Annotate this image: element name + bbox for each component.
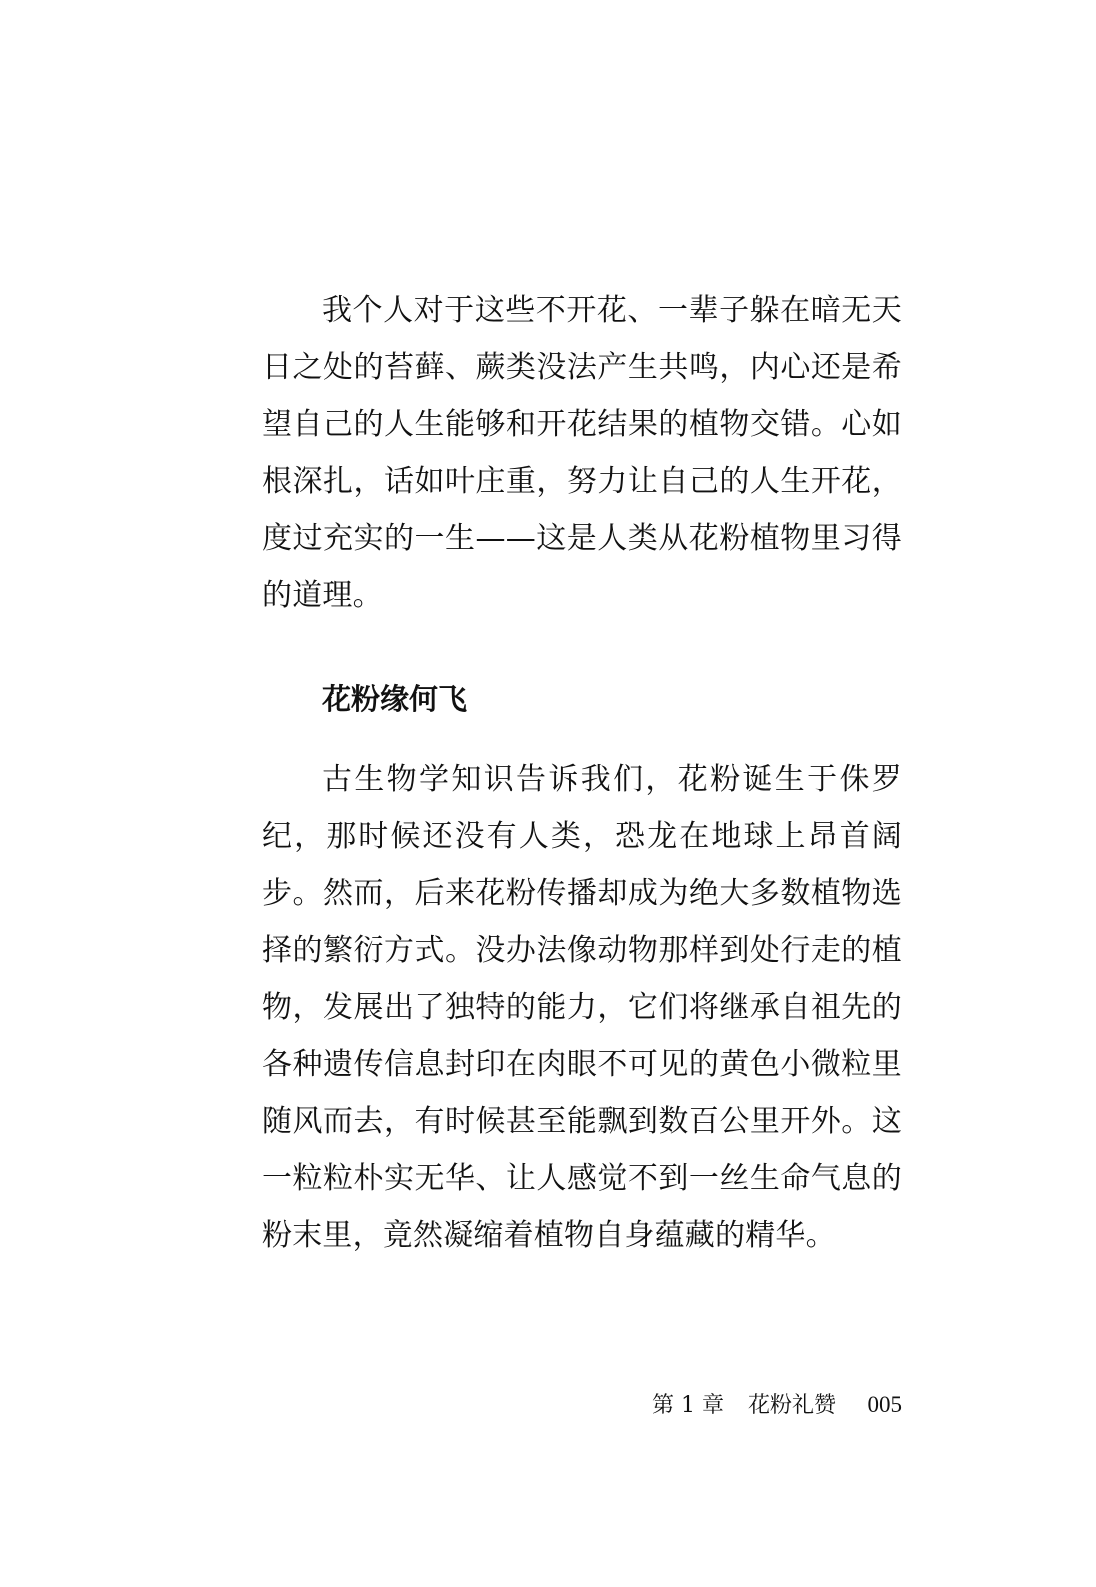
page-content [262, 282, 902, 1264]
chapter-title: 花粉礼赞 [747, 1393, 836, 1418]
chapter-number: 第 1 章 [652, 1393, 724, 1418]
body-paragraph-pollen-history: 古生物学知识告诉我们，花粉诞生于侏罗纪，那时候还没有人类，恐龙在地球上昂首阔步。然而，后来花粉传播却成为绝大多数植物选择的繁衍方式。没办法像动物那样到处行走的植物，发展出了独特的能力，它们将继承自祖先的各种遗传信息封印在肉眼不可见的黄色小微粒里随风而去，有时候甚至能飘到数百公里开外。这一粒粒朴实无华、让人感觉不到一丝生命气息的粉末里，竟然凝缩着植物自身蕴藏的精华。 [262, 762, 902, 1253]
page-number: 005 [867, 1392, 902, 1417]
page-footer [652, 1387, 902, 1423]
body-paragraph-reflection: 我个人对于这些不开花、一辈子躲在暗无天日之处的苔藓、蕨类没法产生共鸣，内心还是希望自己的人生能够和开花结果的植物交错。心如根深扎，话如叶庄重，努力让自己的人生开花，度过充实的一生——这是人类从花粉植物里习得的道理。 [262, 293, 902, 613]
section-heading: 花粉缘何飞 [322, 682, 468, 716]
